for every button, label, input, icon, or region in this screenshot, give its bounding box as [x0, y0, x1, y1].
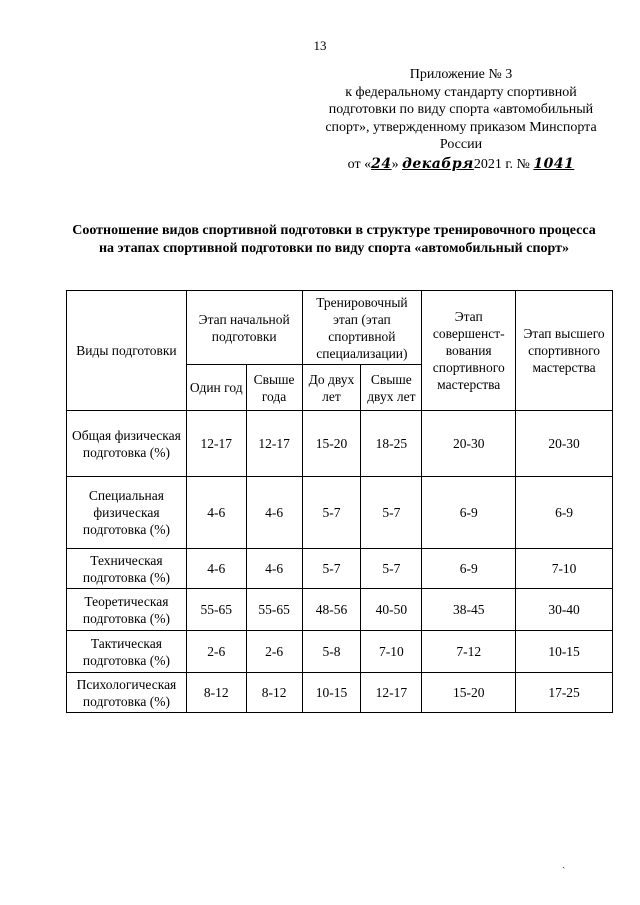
table-row [67, 631, 613, 673]
appendix-header [296, 66, 626, 173]
table-cell: 2-6 [186, 631, 246, 673]
table-cell: 15-20 [302, 411, 361, 477]
table-cell: 12-17 [186, 411, 246, 477]
appendix-line-5: России [439, 137, 483, 152]
table-row [67, 673, 613, 713]
appendix-line-1: Приложение № 3 [409, 67, 513, 82]
table-cell: 38-45 [422, 589, 516, 631]
table-cell: 6-9 [516, 477, 613, 549]
table-cell: 4-6 [246, 477, 302, 549]
table-cell: 2-6 [246, 631, 302, 673]
row-label: Общая физическая подготовка (%) [67, 411, 187, 477]
order-date-line [296, 156, 626, 174]
order-number: 1041 [533, 155, 575, 172]
table-cell: 4-6 [186, 477, 246, 549]
row-label: Теоретическая подготовка (%) [67, 589, 187, 631]
table-cell: 5-8 [302, 631, 361, 673]
header-training-stage: Тренировочный этап (этап спортивной специализации) [302, 291, 422, 365]
appendix-line-2: к федеральному стандарту спортивной [345, 84, 577, 100]
table-cell: 8-12 [246, 673, 302, 713]
training-ratio-table [66, 290, 613, 713]
table-cell: 5-7 [302, 477, 361, 549]
row-label: Техническая подготовка (%) [67, 549, 187, 589]
row-label: Психологическая подготовка (%) [67, 673, 187, 713]
table-cell: 4-6 [186, 549, 246, 589]
table-header-row [67, 291, 613, 365]
table-row [67, 411, 613, 477]
table-cell: 7-10 [516, 549, 613, 589]
table-cell: 7-12 [422, 631, 516, 673]
header-improvement-stage: Этап совершенст- вования спортивного мастерства [422, 291, 516, 411]
table-row [67, 589, 613, 631]
table-cell: 12-17 [246, 411, 302, 477]
document-title: Соотношение видов спортивной подготовки в структуре тренировочного процесса на этапах спортивной подготовки по виду спорта «автомобильный спорт» [72, 223, 596, 256]
table-cell: 15-20 [422, 673, 516, 713]
table-cell: 20-30 [422, 411, 516, 477]
date-prefix: от « [347, 156, 372, 172]
appendix-line-4: спорт», утвержденному приказом Минспорта [325, 119, 597, 135]
order-day: 24 [371, 155, 392, 172]
subheader-over-two-years: Свыше двух лет [361, 365, 422, 411]
table-cell: 6-9 [422, 477, 516, 549]
table-cell: 7-10 [361, 631, 422, 673]
scan-mark: ˏ [562, 858, 566, 869]
table-cell: 5-7 [361, 477, 422, 549]
table-cell: 17-25 [516, 673, 613, 713]
subheader-over-year: Свыше года [246, 365, 302, 411]
table-cell: 6-9 [422, 549, 516, 589]
table-cell: 55-65 [186, 589, 246, 631]
table-cell: 10-15 [516, 631, 613, 673]
table-cell: 30-40 [516, 589, 613, 631]
table-cell: 48-56 [302, 589, 361, 631]
row-label: Специальная физическая подготовка (%) [67, 477, 187, 549]
header-kinds: Виды подготовки [67, 291, 187, 411]
table-cell: 4-6 [246, 549, 302, 589]
appendix-line-3: подготовки по виду спорта «автомобильный [328, 102, 594, 117]
table-row [67, 549, 613, 589]
table-cell: 18-25 [361, 411, 422, 477]
header-highest-stage: Этап высшего спортивного мастерства [516, 291, 613, 411]
table-cell: 5-7 [361, 549, 422, 589]
date-day-close: » [391, 156, 399, 172]
table-cell: 8-12 [186, 673, 246, 713]
row-label: Тактическая подготовка (%) [67, 631, 187, 673]
header-initial-stage: Этап начальной подготовки [186, 291, 302, 365]
subheader-up-to-two-years: До двух лет [302, 365, 361, 411]
table-cell: 40-50 [361, 589, 422, 631]
page-number: 13 [313, 38, 327, 53]
order-year: 2021 г. № [473, 156, 530, 172]
table-cell: 55-65 [246, 589, 302, 631]
table-cell: 12-17 [361, 673, 422, 713]
order-month: декабря [402, 155, 474, 172]
table-cell: 20-30 [516, 411, 613, 477]
subheader-one-year: Один год [186, 365, 246, 411]
table-cell: 5-7 [302, 549, 361, 589]
table-row [67, 477, 613, 549]
table-cell: 10-15 [302, 673, 361, 713]
